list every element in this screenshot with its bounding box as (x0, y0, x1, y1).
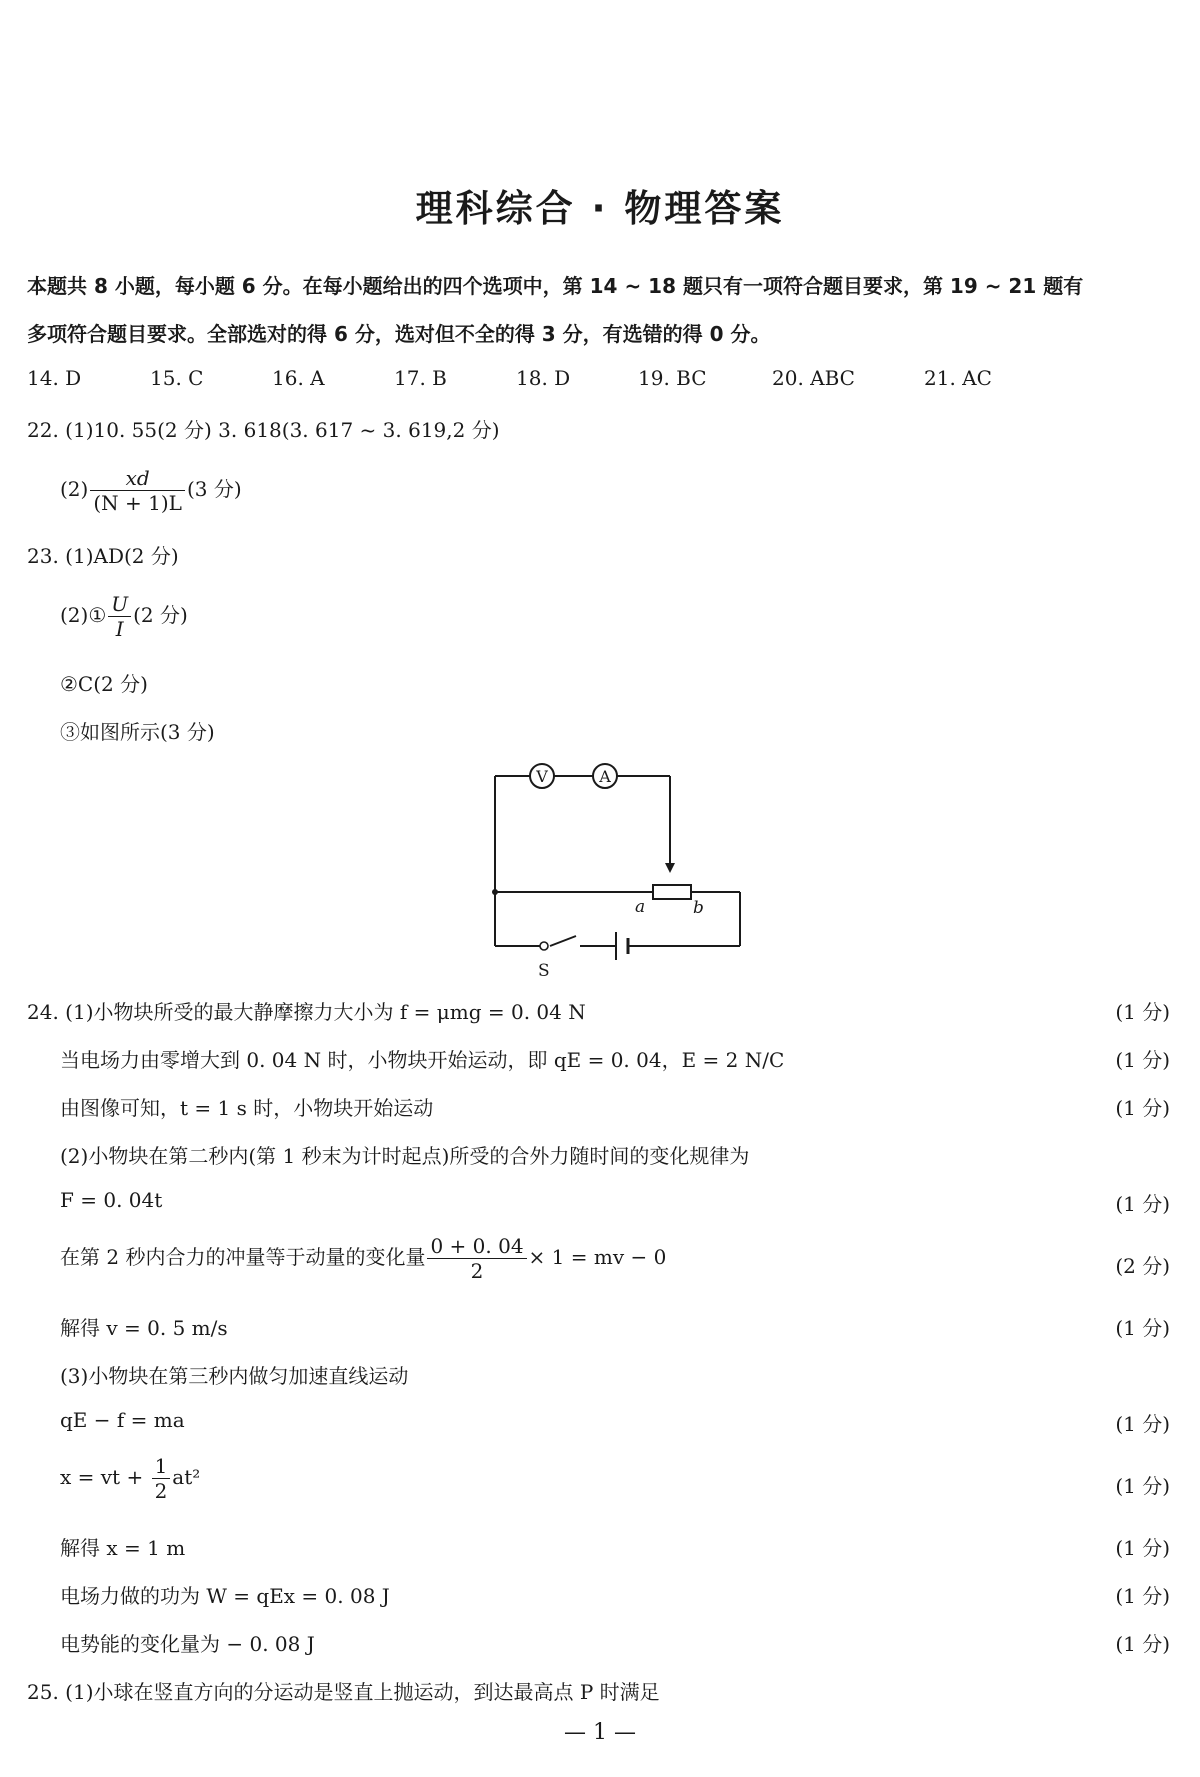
q23-part2b: ②C(2 分) (60, 672, 148, 696)
q24-line-2: 当电场力由零增大到 0. 04 N 时，小物块开始运动，即 qE = 0. 04，E = 2 N/C (60, 1048, 785, 1072)
q24-line-13: 电势能的变化量为 − 0. 08 J (60, 1632, 315, 1656)
q23-part1: 23. (1)AD(2 分) (27, 544, 179, 568)
score: (1 分) (1115, 1584, 1170, 1608)
q25-line-1: 25. (1)小球在竖直方向的分运动是竖直上抛运动，到达最高点 P 时满足 (27, 1680, 660, 1704)
score: (1 分) (1115, 1412, 1170, 1436)
mc-answer: 15. C (150, 366, 204, 390)
fraction: $\frac{xd}{(N + 1)L}$ (90, 466, 185, 515)
q24-line-8: (3)小物块在第三秒内做匀加速直线运动 (60, 1364, 409, 1388)
slider-arrow-icon (665, 863, 675, 873)
q23-part2c: ③如图所示(3 分) (60, 720, 215, 744)
rheostat-icon (653, 885, 691, 899)
score: (1 分) (1115, 1474, 1170, 1498)
junction-dot (492, 889, 498, 895)
q24-line-1: 24. (1)小物块所受的最大静摩擦力大小为 f = μmg = 0. 04 N (27, 1000, 586, 1024)
page-number: — 1 — (564, 1720, 636, 1745)
q24-line-5: F = 0. 04t (60, 1188, 163, 1212)
q24-line-9: qE − f = ma (60, 1408, 185, 1432)
score: (1 分) (1115, 1536, 1170, 1560)
mc-answer: 20. ABC (772, 366, 855, 390)
fraction: $\frac{1}{2}$ (152, 1454, 171, 1503)
q24-line-3: 由图像可知，t = 1 s 时，小物块开始运动 (60, 1096, 434, 1120)
mc-answer: 16. A (272, 366, 325, 390)
q24-line-6: 在第 2 秒内合力的冲量等于动量的变化量 $\frac{0 + 0. 04}{2}$ × 1 = mv − 0 (60, 1234, 667, 1283)
score: (1 分) (1115, 1192, 1170, 1216)
voltmeter-label: V (536, 767, 548, 786)
label-switch: S (538, 961, 550, 980)
score: (1 分) (1115, 1048, 1170, 1072)
q24-line-12: 电场力做的功为 W = qEx = 0. 08 J (60, 1584, 390, 1608)
label-a: a (635, 897, 646, 917)
score: (1 分) (1115, 1000, 1170, 1024)
q22-part1: 22. (1)10. 55(2 分) 3. 618(3. 617 ~ 3. 619,2 分) (27, 418, 500, 442)
score: (2 分) (1115, 1254, 1170, 1278)
score: (1 分) (1115, 1316, 1170, 1340)
q23-part2: (2)① $\frac{U}{I}$ (2 分) (60, 592, 188, 641)
label-b: b (693, 898, 704, 918)
q24-line-7: 解得 v = 0. 5 m/s (60, 1316, 228, 1340)
score: (1 分) (1115, 1632, 1170, 1656)
page-title: 理科综合 · 物理答案 (415, 187, 785, 230)
ammeter-label: A (599, 767, 611, 786)
q24-line-4: (2)小物块在第二秒内(第 1 秒末为计时起点)所受的合外力随时间的变化规律为 (60, 1144, 750, 1168)
q22-part2: (2) $\frac{xd}{(N + 1)L}$ (3 分) (60, 466, 242, 515)
fraction: $\frac{U}{I}$ (108, 592, 131, 641)
mc-answer: 21. AC (924, 366, 992, 390)
score: (1 分) (1115, 1096, 1170, 1120)
switch-contact-icon (540, 942, 548, 950)
circuit-diagram (480, 760, 770, 980)
mc-answer: 14. D (27, 366, 82, 390)
mc-answer: 18. D (516, 366, 571, 390)
mc-answer: 17. B (394, 366, 447, 390)
fraction: $\frac{0 + 0. 04}{2}$ (427, 1234, 526, 1283)
mc-answer: 19. BC (638, 366, 707, 390)
q24-line-10: x = vt + $\frac{1}{2}$ at² (60, 1454, 201, 1503)
instructions-line-2: 多项符合题目要求。全部选对的得 6 分，选对但不全的得 3 分，有选错的得 0 分。 (27, 322, 771, 346)
instructions-line-1: 本题共 8 小题，每小题 6 分。在每小题给出的四个选项中，第 14 ~ 18 题只有一项符合题目要求，第 19 ~ 21 题有 (27, 274, 1084, 298)
q24-line-11: 解得 x = 1 m (60, 1536, 186, 1560)
